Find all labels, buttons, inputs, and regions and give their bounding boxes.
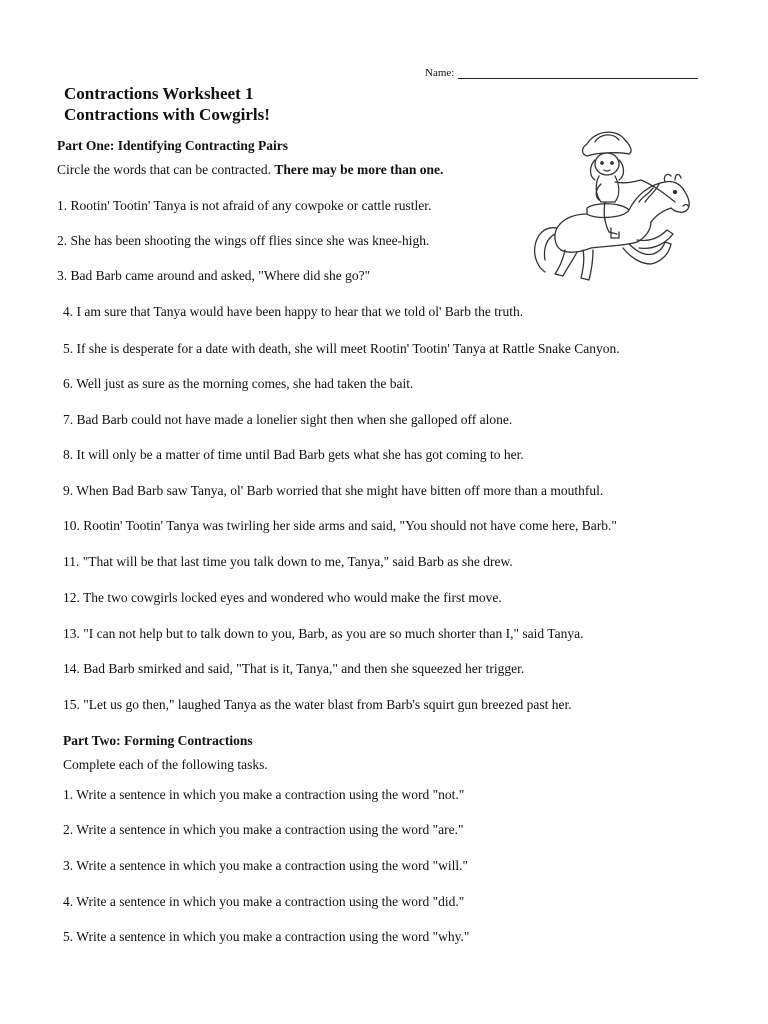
part-two-item: 1. Write a sentence in which you make a contraction using the word "not." [63, 787, 465, 802]
part-two-item: 3. Write a sentence in which you make a contraction using the word "will." [63, 858, 468, 873]
part-one-instruction-bold: There may be more than one. [274, 162, 444, 177]
part-one-item: 3. Bad Barb came around and asked, "Where did she go?" [57, 268, 371, 283]
part-one-item: 9. When Bad Barb saw Tanya, ol' Barb worried that she might have bitten off more than a mouthful. [63, 483, 604, 498]
name-blank-line [458, 66, 698, 79]
part-one-item: 10. Rootin' Tootin' Tanya was twirling her side arms and said, "You should not have come here, Barb." [63, 518, 617, 533]
part-two-instruction: Complete each of the following tasks. [63, 757, 268, 772]
part-one-item: 12. The two cowgirls locked eyes and wondered who would make the first move. [63, 590, 502, 605]
name-field [425, 66, 698, 79]
part-one-instruction [57, 162, 443, 178]
part-one-item: 1. Rootin' Tootin' Tanya is not afraid of any cowpoke or cattle rustler. [57, 198, 432, 213]
part-one-item: 11. "That will be that last time you talk down to me, Tanya," said Barb as she drew. [63, 554, 513, 569]
part-one-item: 2. She has been shooting the wings off flies since she was knee-high. [57, 233, 430, 248]
part-two-item: 5. Write a sentence in which you make a contraction using the word "why." [63, 929, 470, 944]
part-one-item: 15. "Let us go then," laughed Tanya as the water blast from Barb's squirt gun breezed past her. [63, 697, 572, 712]
part-one-heading: Part One: Identifying Contracting Pairs [57, 138, 288, 153]
worksheet-subtitle: Contractions with Cowgirls! [64, 105, 270, 124]
part-one-item: 7. Bad Barb could not have made a lonelier sight then when she galloped off alone. [63, 412, 513, 427]
worksheet-title: Contractions Worksheet 1 [64, 84, 254, 103]
part-one-item: 5. If she is desperate for a date with death, she will meet Rootin' Tootin' Tanya at Rattle Snake Canyon. [63, 341, 620, 356]
part-two-item: 4. Write a sentence in which you make a contraction using the word "did." [63, 894, 465, 909]
part-one-item: 13. "I can not help but to talk down to you, Barb, as you are so much shorter than I," said Tanya. [63, 626, 584, 641]
part-two-item: 2. Write a sentence in which you make a contraction using the word "are." [63, 822, 464, 837]
part-one-item: 6. Well just as sure as the morning comes, she had taken the bait. [63, 376, 414, 391]
name-label: Name: [425, 67, 455, 79]
part-one-item: 8. It will only be a matter of time until Bad Barb gets what she has got coming to her. [63, 447, 524, 462]
cowgirl-on-horse-illustration [525, 122, 710, 287]
part-two-heading: Part Two: Forming Contractions [63, 733, 253, 748]
part-one-item: 4. I am sure that Tanya would have been happy to hear that we told ol' Barb the truth. [63, 304, 524, 319]
part-one-item: 14. Bad Barb smirked and said, "That is it, Tanya," and then she squeezed her trigger. [63, 661, 525, 676]
part-one-instruction-text: Circle the words that can be contracted. [57, 162, 272, 177]
